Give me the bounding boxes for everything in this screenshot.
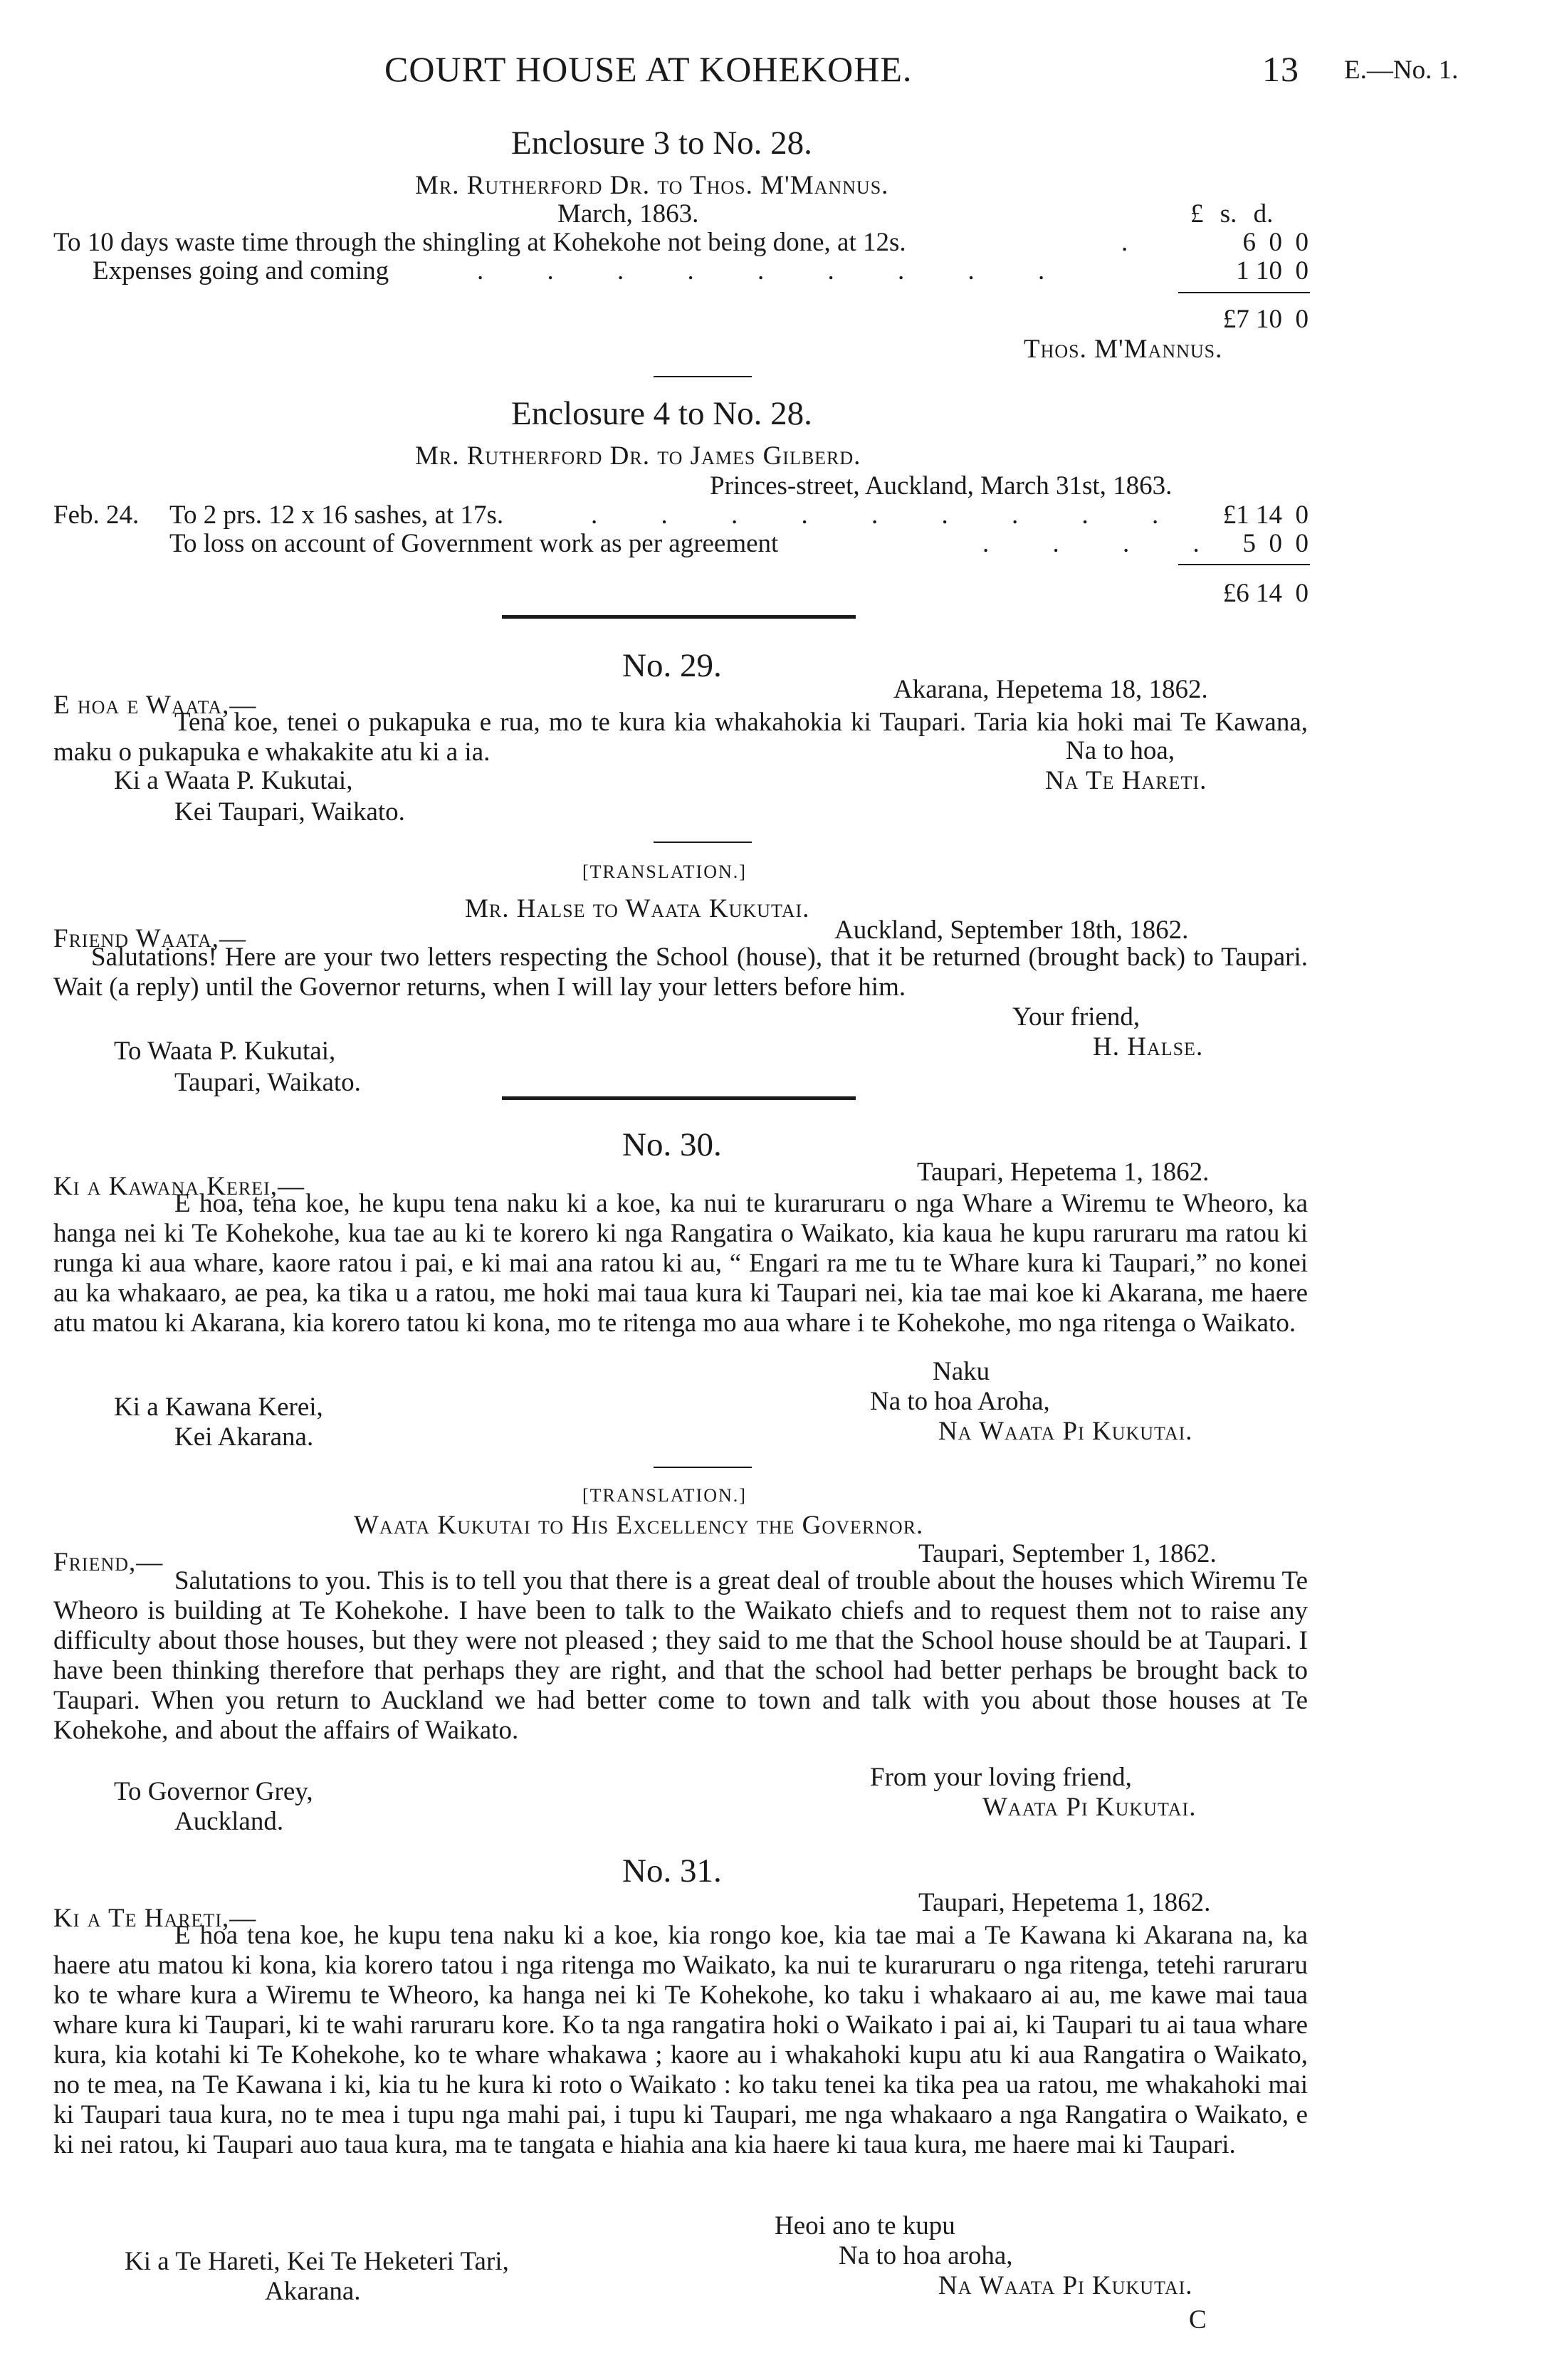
no-29-translation-signature: H. Halse. [1093,1032,1204,1061]
no-30-closing-naku: Naku [933,1357,990,1386]
no-29-translation-salutation: Friend Waata,— [53,924,247,953]
no-31-text: E hoa tena koe, he kupu tena naku ki a koe, kia rongo koe, kia tae mai a Te Kawana ki Akarana na, ka haere atu matou ki kona, kia korero tatou i nga ritenga mo Waikato, ka nui te kuraruraru o nga ritenga, tetehi raruraru ko te whare kura a Wiremu te Wheoro, ka hanga nei ki Te Kohekohe, ko taku i whakaaro ai au, me kawe mai taua whare kura ki Taupari, ki te wahi raruraru kore. Ko ta nga rangatira hoki o Waikato i pai ai, ki Taupari tu ai taua whare kura, kia kotahi ki Te Kohekohe, ko te whare whakawa ; kaore au i whakahoki kupu atu ki aua Rangatira o Waikato, no te mea, na Te Kawana i ki, kia tu he kura ki roto o Waikato : ko taku tenei ka tika pea ua ratou, me whakahoki mai ki Taupari taua kura, no te mea i tupu nga mahi pai, i tupu ki Taupari, me nga whakaaro a nga Rangatira o Waikato, e ki nei ratou, ki Taupari auo taua kura, ma te tangata e hiahia ana kia haere ki taua kura, me haere mai ki Taupari. [53,1921,1308,2159]
enclosure-3-date: March, 1863. [557,199,699,229]
enclosure-3-row-1-amount: 6 0 0 [1242,228,1309,257]
no-31-address-2: Akarana. [265,2277,361,2306]
enclosure-4-place-date: Princes-street, Auckland, March 31st, 1863. [710,471,1173,500]
no-30-signature: Na Waata Pi Kukutai. [938,1417,1193,1446]
enclosure-4-total: £6 14 0 [1222,579,1309,608]
total-rule [1178,564,1310,565]
no-29-heading: No. 29. [622,647,722,684]
divider [654,1467,752,1468]
document-reference: E.—No. 1. [1344,56,1459,85]
no-31-heading: No. 31. [622,1852,722,1889]
section-divider [502,1096,856,1100]
no-31-salutation: Ki a Te Hareti,— [53,1904,257,1933]
no-30-translation-salutation: Friend,— [53,1548,164,1577]
enclosure-4-row-1-amount: £1 14 0 [1222,500,1309,530]
no-30-translation-address-2: Auckland. [174,1807,284,1836]
no-31-place-date: Taupari, Hepetema 1, 1862. [918,1888,1211,1917]
no-29-translation-address-1: To Waata P. Kukutai, [114,1037,336,1066]
no-31-address-1: Ki a Te Hareti, Kei Te Heketeri Tari, [125,2247,509,2276]
no-30-closing: Na to hoa Aroha, [870,1387,1050,1416]
page-number: 13 [1262,49,1299,89]
enclosure-4-row-1-date: Feb. 24. [53,500,140,530]
no-30-translation-signature: Waata Pi Kukutai. [982,1793,1197,1822]
no-29-signature: Na Te Hareti. [1045,766,1207,795]
enclosure-3-row-2-desc: Expenses going and coming [93,256,389,285]
no-29-translation-place-date: Auckland, September 18th, 1862. [834,916,1189,945]
no-29-address-1: Ki a Waata P. Kukutai, [114,766,353,795]
enclosure-4-parties: Mr. Rutherford Dr. to James Gilberd. [415,441,861,471]
no-31-body [53,1921,1308,2160]
no-30-translation-label: [TRANSLATION.] [582,1485,747,1506]
enclosure-3-heading: Enclosure 3 to No. 28. [511,125,812,162]
enclosure-4-row-2-desc: To loss on account of Government work as per agreement [169,529,779,558]
no-30-text: E hoa, tena koe, he kupu tena naku ki a koe, ka nui te kuraruraru o nga Whare a Wiremu te Wheoro, ka hanga nei ki Te Kohekohe, kua tae au ki te korero ki nga Rangatira o Waikato, kia kaua he kupu raruraru ma ratou ki runga ki aua whare, kaore ratou i pai, e ki mai ana ratou ki au, “ Engari ra me tu te Whare kura ki Taupari,” no konei au ka whakaaro, ae pea, ka tika u a ratou, me hoki mai taua kura ki Taupari nei, kia tae mai koe ki Akarana, me haere atu matou ki Akarana, kia korero tatou ki kona, mo te ritenga mo aua whare i te Kohekohe, mo nga ritenga o Waikato. [53,1189,1308,1338]
no-30-address-2: Kei Akarana. [174,1422,314,1452]
currency-header: £ s. d. [1190,199,1274,229]
enclosure-3-row-2-amount: 1 10 0 [1236,256,1309,285]
enclosure-4-heading: Enclosure 4 to No. 28. [511,395,812,432]
no-29-translation-address-2: Taupari, Waikato. [174,1068,361,1097]
no-29-address-2: Kei Taupari, Waikato. [174,797,405,827]
no-30-salutation: Ki a Kawana Kerei,— [53,1172,305,1201]
no-29-translation-text: Salutations! Here are your two letters respecting the School (house), that it be returned (brought back) to Taupari. Wait (a reply) until the Governor returns, when I will lay your letters before him. [53,943,1308,1002]
no-30-address-1: Ki a Kawana Kerei, [114,1393,323,1422]
no-30-translation-place-date: Taupari, September 1, 1862. [918,1539,1217,1568]
total-rule [1178,292,1310,293]
no-30-translation-parties: Waata Kukutai to His Excellency the Governor. [354,1511,924,1540]
enclosure-3-row-2-leader: . . . . . . . . . [477,256,1074,285]
no-30-heading: No. 30. [622,1126,722,1163]
no-29-closing: Na to hoa, [1066,736,1175,765]
no-30-place-date: Taupari, Hepetema 1, 1862. [917,1158,1210,1187]
no-29-translation-body [53,943,1308,1002]
enclosure-3-row-1-leader: . [1121,228,1128,257]
enclosure-3-row-1-desc: To 10 days waste time through the shingling at Kohekohe not being done, at 12s. [53,228,906,257]
section-divider [502,615,856,619]
enclosure-4-row-1-desc: To 2 prs. 12 x 16 sashes, at 17s. [169,500,504,530]
enclosure-3-parties: Mr. Rutherford Dr. to Thos. M'Mannus. [415,171,889,200]
divider [654,376,752,377]
no-31-closing-heoi: Heoi ano te kupu [775,2211,955,2240]
no-30-body [53,1189,1308,1338]
enclosure-4-row-2-amount: 5 0 0 [1242,529,1309,558]
no-30-translation-address-1: To Governor Grey, [114,1777,313,1806]
no-31-signature: Na Waata Pi Kukutai. [938,2271,1193,2300]
page-title: COURT HOUSE AT KOHEKOHE. [384,49,913,89]
no-29-place-date: Akarana, Hepetema 18, 1862. [893,675,1208,704]
no-29-body: Tena koe, tenei o pukapuka e rua, mo te kura kia whakahokia ki Taupari. Taria kia hoki mai Te Kawana, maku o pukapuka e whakakite atu ki a ia. [53,708,1308,767]
no-30-translation-body [53,1566,1308,1746]
divider [654,842,752,843]
no-31-closing: Na to hoa aroha, [839,2241,1013,2270]
no-30-translation-text: Salutations to you. This is to tell you that there is a great deal of trouble about the houses which Wiremu Te Wheoro is building at Te Kohekohe. I have been to talk to the Waikato chiefs and to request them not to raise any difficulty about those houses, but they were not pleased ; they said to me that the School house should be at Taupari. I have been thinking therefore that perhaps they are right, and that the school had better perhaps be brought back to Taupari. When you return to Auckland we had better come to town and talk with you about those houses at Te Kohekohe, and about the affairs of Waikato. [53,1566,1308,1745]
no-29-salutation: E hoa e Waata,— [53,691,257,720]
enclosure-4-row-1-leader: . . . . . . . . . [591,500,1187,530]
signature-mark: C [1189,2305,1207,2334]
enclosure-3-total: £7 10 0 [1222,305,1309,334]
no-29-translation-closing: Your friend, [1012,1002,1140,1032]
enclosure-3-signature: Thos. M'Mannus. [1024,335,1223,364]
no-30-translation-closing: From your loving friend, [870,1763,1132,1792]
no-29-translation-parties: Mr. Halse to Waata Kukutai. [465,894,810,923]
enclosure-4-row-2-leader: . . . . [982,529,1228,558]
no-29-translation-label: [TRANSLATION.] [582,861,747,882]
